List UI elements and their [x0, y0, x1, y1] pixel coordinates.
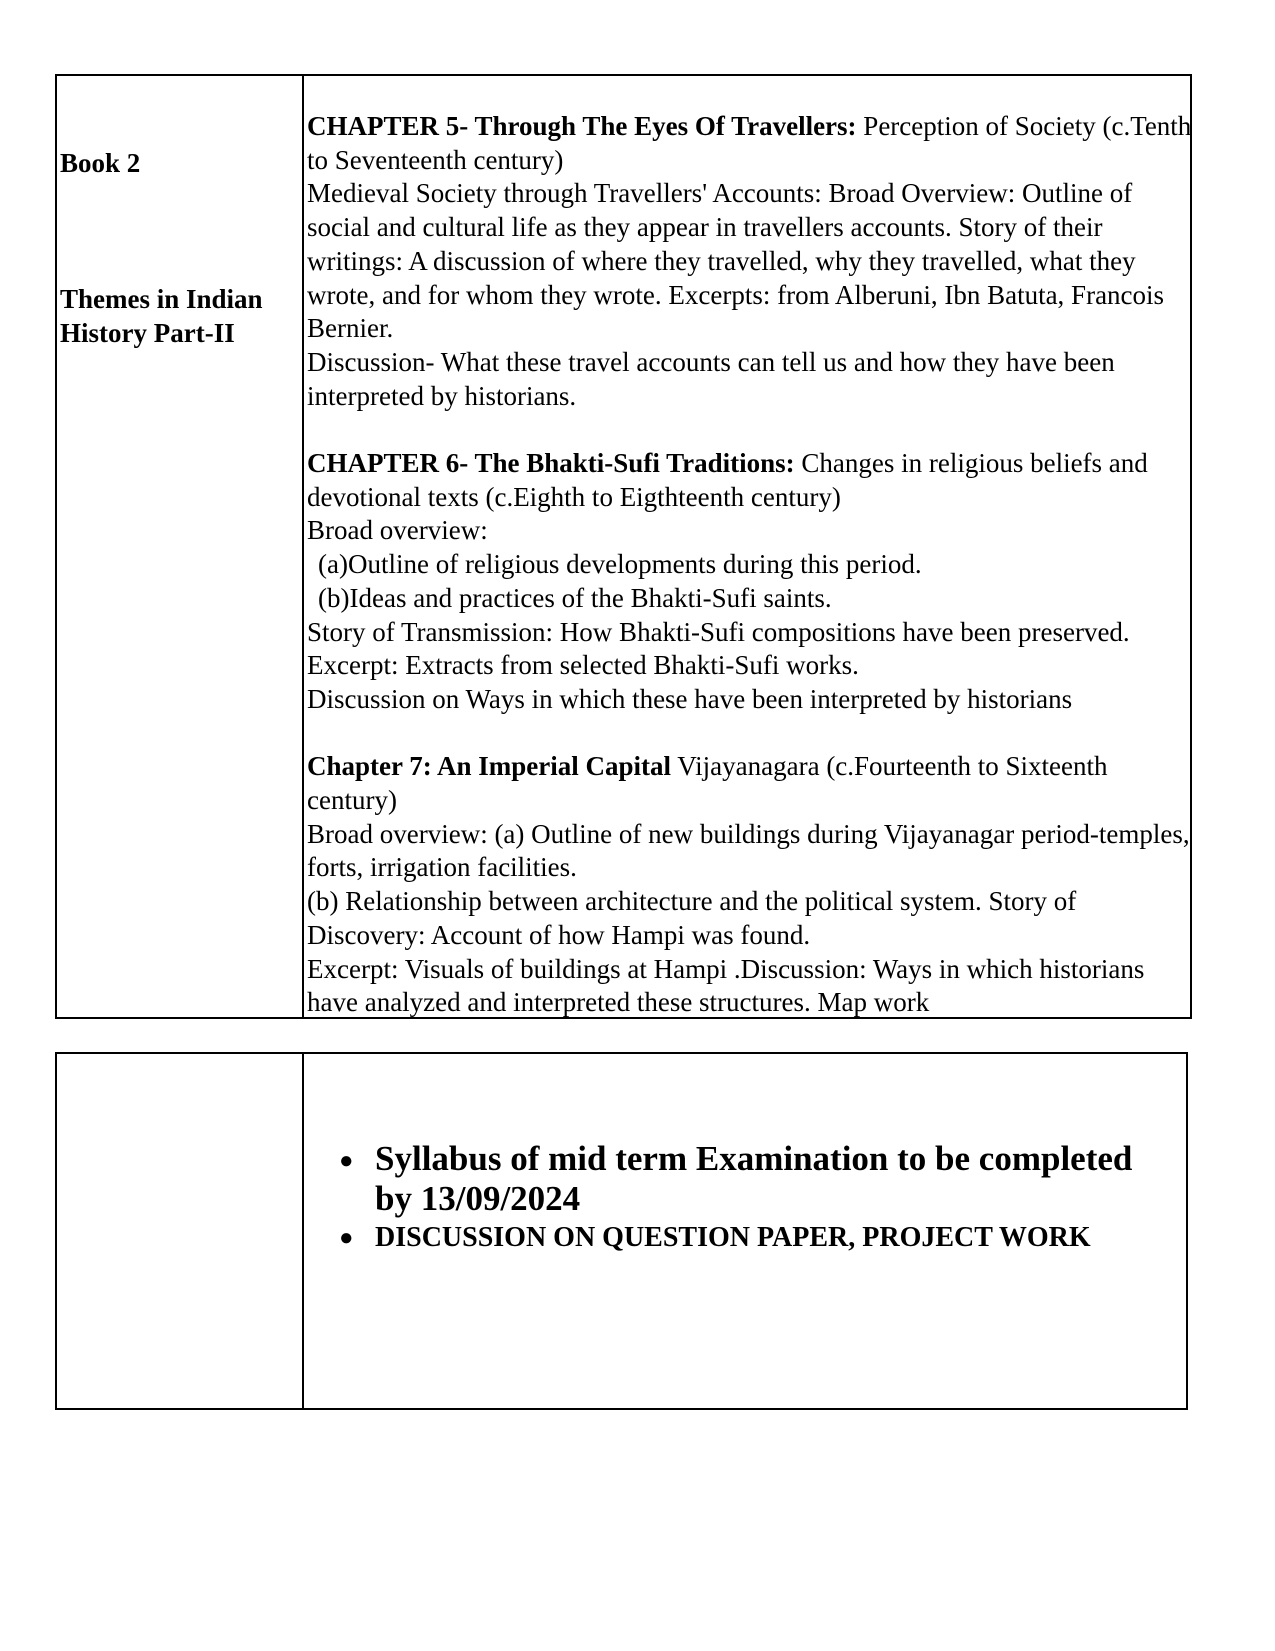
chapter-6-subtitle: Changes in religious beliefs and devotional texts (c.Eighth to Eigthteenth century) [307, 448, 1148, 512]
list-item [337, 1221, 1157, 1255]
column-divider [302, 1054, 304, 1408]
chapter-7-subtitle: Vijayanagara (c.Fourteenth to Sixteenth century) [307, 751, 1108, 816]
chapter-5-body: Medieval Society through Travellers' Accounts: Broad Overview: Outline of social and cultural life as they appear in travellers accounts. Story of their writings: A discussion of where they travelled, why they travelled, what they wrote, and for whom they wrote. Excerpts: from Alberuni, Ibn Batuta, Francois Bernier. [307, 178, 1165, 344]
chapter-6-title: CHAPTER 6- The Bhakti-Sufi Traditions: [307, 448, 795, 479]
chapter-6-heading [307, 447, 1192, 514]
notes-table [55, 1052, 1188, 1410]
chapter-7-overview: Broad overview: (a) Outline of new buildings during Vijayanagar period-temples, forts, irrigation facilities. [307, 818, 1190, 883]
chapter-5-heading [307, 110, 1192, 177]
syllabus-table [55, 74, 1192, 1019]
bullet-icon: ● [339, 1148, 354, 1174]
chapter-6-item-a: (a)Outline of religious developments during this period. [318, 549, 922, 580]
list-item [337, 1139, 1157, 1219]
chapter-5-title: CHAPTER 5- Through The Eyes Of Travellers: [307, 111, 857, 141]
chapter-5-subtitle: Perception of Society (c.Tenth to Seventeenth century) [307, 111, 1192, 175]
chapter-7-relationship: (b) Relationship between architecture and the political system. Story of Discovery: Account of how Hampi was found. [307, 886, 1077, 950]
chapter-7-title: Chapter 7: An Imperial Capital [307, 751, 672, 782]
chapter-7-heading [307, 750, 1192, 817]
book-title-line-2: History Part-II [60, 318, 235, 348]
chapter-6-discussion: Discussion on Ways in which these have been interpreted by historians [307, 683, 1073, 714]
notes-list [337, 1139, 1157, 1255]
spacer [307, 413, 1192, 447]
chapter-6-overview: Broad overview: [307, 515, 488, 546]
book-title [60, 282, 300, 350]
chapter-7-excerpt: Excerpt: Visuals of buildings at Hampi .Discussion: Ways in which historians have analyzed and interpreted these structures. Map work [307, 953, 1145, 1018]
list-item-text: Syllabus of mid term Examination to be completed by 13/09/2024 [375, 1139, 1133, 1218]
spacer [307, 717, 1192, 751]
column-divider [302, 76, 304, 1017]
list-item-text: DISCUSSION ON QUESTION PAPER, PROJECT WORK [375, 1222, 1091, 1253]
book-label: Book 2 [60, 148, 141, 178]
book-title-line-1: Themes in Indian [60, 284, 263, 314]
chapter-5-discussion: Discussion- What these travel accounts can tell us and how they have been interpreted by historians. [307, 346, 1115, 411]
bullet-icon: ● [339, 1225, 354, 1251]
chapter-6-item-b: (b)Ideas and practices of the Bhakti-Sufi saints. [318, 582, 832, 613]
chapter-6-transmission: Story of Transmission: How Bhakti-Sufi compositions have been preserved. Excerpt: Extracts from selected Bhakti-Sufi works. [307, 616, 1130, 681]
chapter-content [307, 110, 1192, 1020]
